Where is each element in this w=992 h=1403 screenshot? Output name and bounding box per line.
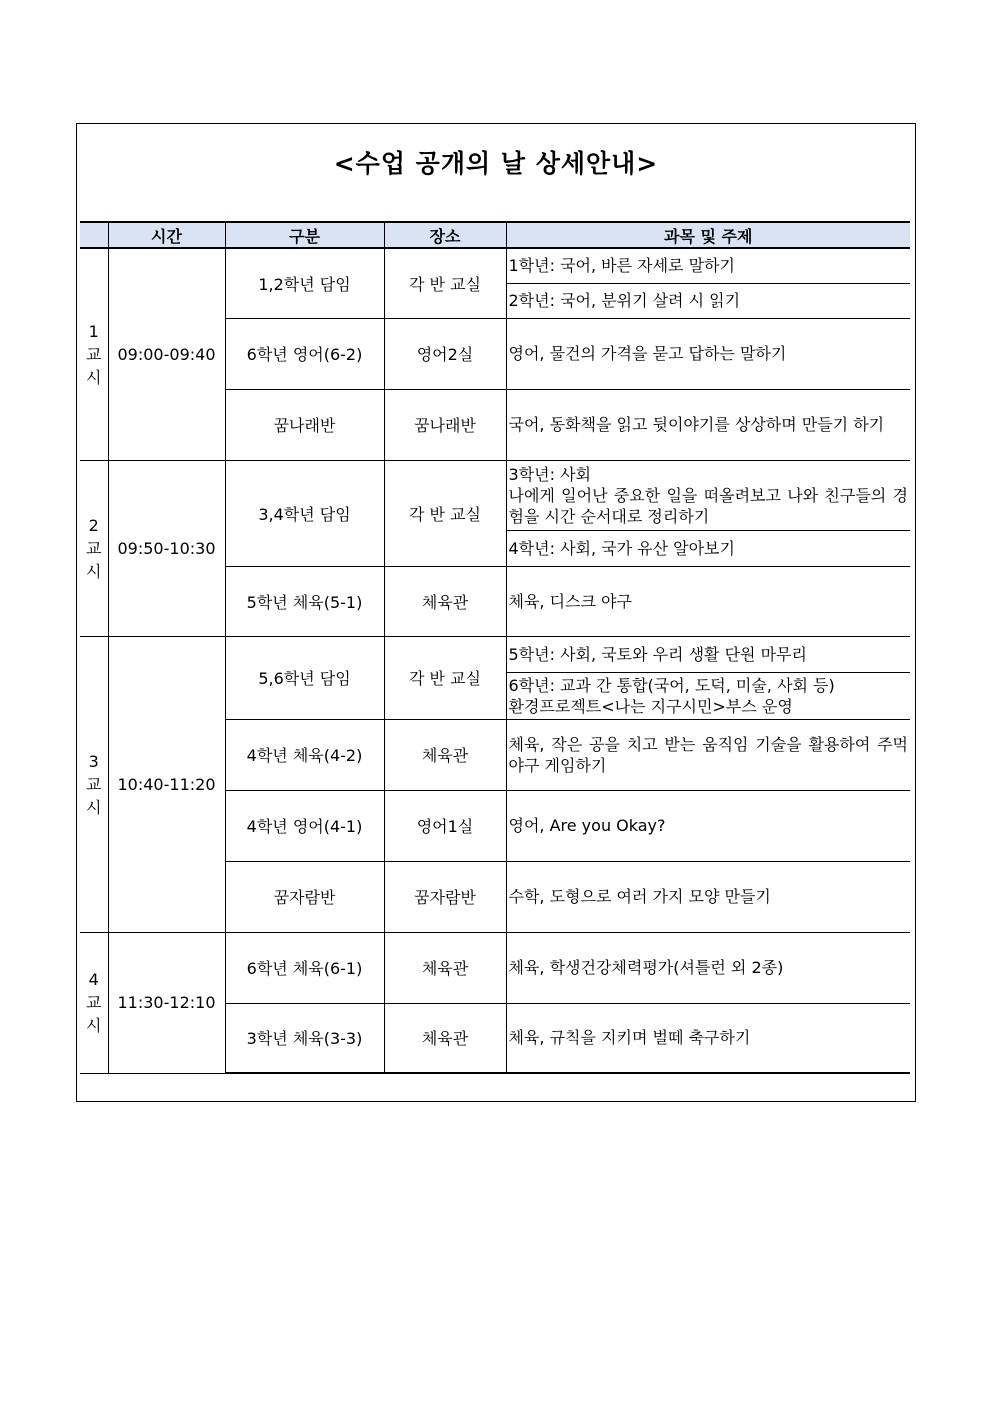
subject-cell: 영어, Are you Okay? — [506, 790, 910, 861]
place-cell: 각 반 교실 — [384, 460, 506, 566]
place-cell: 체육관 — [384, 719, 506, 790]
division-cell: 1,2학년 담임 — [225, 248, 384, 318]
header-time: 시간 — [108, 222, 225, 248]
division-cell: 3학년 체육(3-3) — [225, 1003, 384, 1073]
period-label: 2 교 시 — [80, 460, 108, 636]
header-place: 장소 — [384, 222, 506, 248]
place-cell: 꿈나래반 — [384, 389, 506, 460]
subject-cell: 체육, 디스크 야구 — [506, 566, 910, 636]
place-cell: 꿈자람반 — [384, 861, 506, 932]
schedule-table — [80, 221, 910, 1074]
period-label: 3 교 시 — [80, 636, 108, 932]
table-row — [80, 248, 910, 283]
header-division: 구분 — [225, 222, 384, 248]
division-cell: 3,4학년 담임 — [225, 460, 384, 566]
table-row — [80, 460, 910, 530]
header-subject: 과목 및 주제 — [506, 222, 910, 248]
subject-cell: 체육, 작은 공을 치고 받는 움직임 기술을 활용하여 주먹야구 게임하기 — [506, 719, 910, 790]
place-cell: 체육관 — [384, 932, 506, 1003]
table-row — [80, 636, 910, 672]
division-cell: 6학년 영어(6-2) — [225, 318, 384, 389]
header-blank — [80, 222, 108, 248]
place-cell: 각 반 교실 — [384, 636, 506, 719]
period-time: 11:30-12:10 — [108, 932, 225, 1073]
place-cell: 각 반 교실 — [384, 248, 506, 318]
period-time: 09:50-10:30 — [108, 460, 225, 636]
division-cell: 꿈자람반 — [225, 861, 384, 932]
subject-cell: 4학년: 사회, 국가 유산 알아보기 — [506, 530, 910, 566]
division-cell: 4학년 체육(4-2) — [225, 719, 384, 790]
division-cell: 5,6학년 담임 — [225, 636, 384, 719]
subject-cell: 5학년: 사회, 국토와 우리 생활 단원 마무리 — [506, 636, 910, 672]
subject-cell: 2학년: 국어, 분위기 살려 시 읽기 — [506, 283, 910, 318]
division-cell: 5학년 체육(5-1) — [225, 566, 384, 636]
division-cell: 꿈나래반 — [225, 389, 384, 460]
subject-cell: 1학년: 국어, 바른 자세로 말하기 — [506, 248, 910, 283]
place-cell: 체육관 — [384, 1003, 506, 1073]
division-cell: 4학년 영어(4-1) — [225, 790, 384, 861]
subject-cell: 체육, 규칙을 지키며 벌떼 축구하기 — [506, 1003, 910, 1073]
subject-cell — [506, 672, 910, 719]
header-row — [80, 222, 910, 248]
period-time: 09:00-09:40 — [108, 248, 225, 460]
subject-cell: 국어, 동화책을 읽고 뒷이야기를 상상하며 만들기 하기 — [506, 389, 910, 460]
subject-cell: 체육, 학생건강체력평가(셔틀런 외 2종) — [506, 932, 910, 1003]
division-cell: 6학년 체육(6-1) — [225, 932, 384, 1003]
period-label: 1 교 시 — [80, 248, 108, 460]
subject-cell: 수학, 도형으로 여러 가지 모양 만들기 — [506, 861, 910, 932]
subject-cell — [506, 460, 910, 530]
subject-text: 3학년: 사회 나에게 일어난 중요한 일을 떠올려보고 나와 친구들의 경험을 시간 순서대로 정리하기 — [508, 464, 908, 526]
subject-cell: 영어, 물건의 가격을 묻고 답하는 말하기 — [506, 318, 910, 389]
table-row — [80, 932, 910, 1003]
period-time: 10:40-11:20 — [108, 636, 225, 932]
place-cell: 영어2실 — [384, 318, 506, 389]
page-title: <수업 공개의 날 상세안내> — [333, 149, 659, 178]
period-label: 4 교 시 — [80, 932, 108, 1073]
subject-text: 6학년: 교과 간 통합(국어, 도덕, 미술, 사회 등) 환경프로젝트<나는 지구시민>부스 운영 — [508, 675, 835, 716]
place-cell: 체육관 — [384, 566, 506, 636]
place-cell: 영어1실 — [384, 790, 506, 861]
